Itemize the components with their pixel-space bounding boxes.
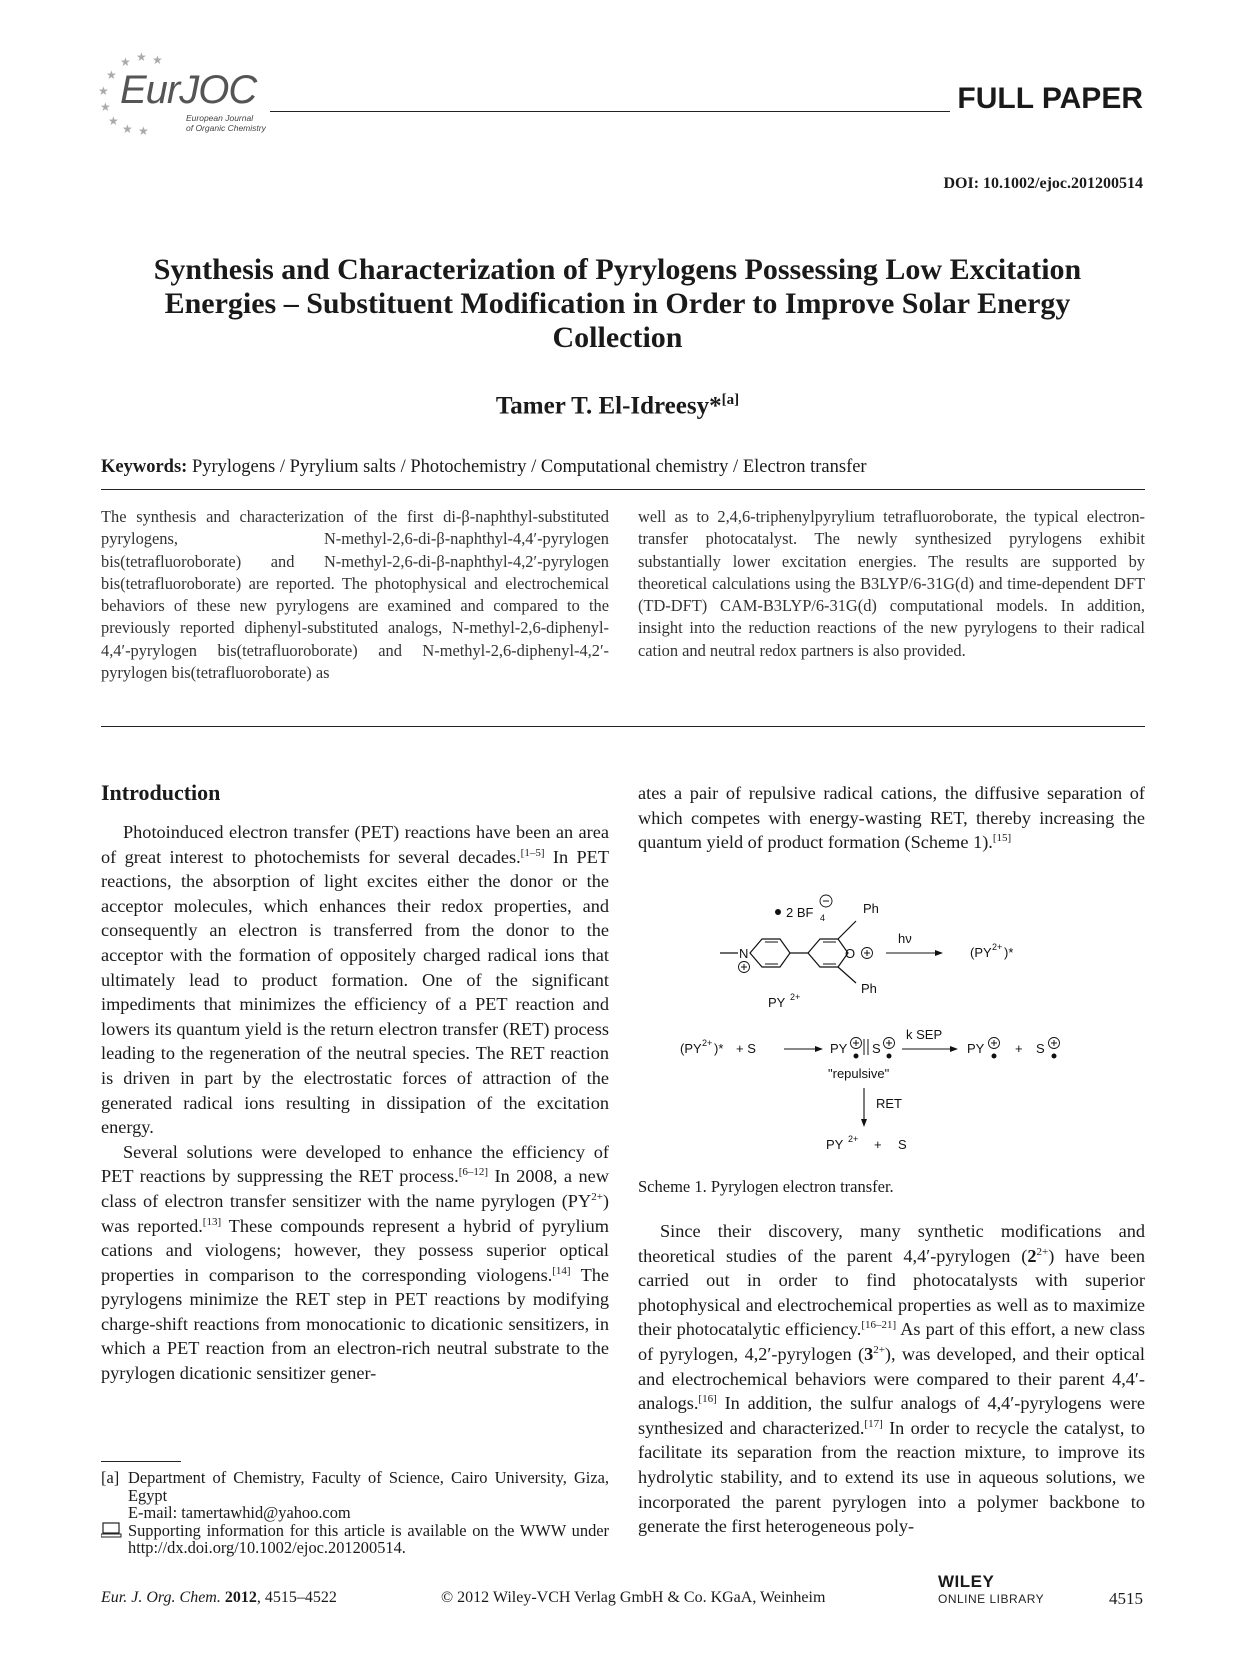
computer-icon — [101, 1522, 128, 1557]
svg-text:+ S: + S — [736, 1041, 756, 1056]
svg-text:2 BF: 2 BF — [786, 905, 814, 920]
star-icon: ★ — [100, 100, 111, 114]
scheme-diagram — [680, 893, 1100, 1158]
svg-text:PY: PY — [967, 1041, 985, 1056]
svg-text:PY: PY — [830, 1041, 848, 1056]
svg-text:Ph: Ph — [863, 901, 879, 916]
intro-right-column-bottom — [638, 1219, 1145, 1539]
footer-citation: Eur. J. Org. Chem. 2012, 4515–4522 — [101, 1589, 337, 1606]
svg-text:(PY: (PY — [680, 1041, 702, 1056]
paragraph: ates a pair of repulsive radical cations, the diffusive separation of which competes with energy-wasting RET, thereby increasing the quantum yield of product formation (Scheme 1).[15] — [638, 783, 1145, 853]
email[interactable]: E-mail: tamertawhid@yahoo.com — [128, 1503, 351, 1522]
logo-text: EurJOC — [120, 68, 257, 112]
paragraph: Several solutions were developed to enhance the efficiency of PET reactions by suppressing the RET process.[6–12] In 2008, a new class of electron transfer sensitizer with the name pyrylogen $(PY^{2+})$ was reported.[13] These compounds represent a hybrid of pyrylium cations and viologens; however, they possess superior optical properties in comparison to the corresponding viologens.[14] The pyrylogens minimize the RET step in PET reactions by modifying charge-shift reactions from monocationic to dicationic sensitizers, in which a PET reaction from an electron-rich neutral substrate to the pyrylogen dicationic sensitizer gener- — [101, 1141, 609, 1384]
footer-copyright: © 2012 Wiley-VCH Verlag GmbH & Co. KGaA, Weinheim — [441, 1589, 826, 1606]
svg-text:S: S — [898, 1137, 907, 1152]
abstract-rule-top — [101, 489, 1145, 490]
svg-text:+: + — [874, 1137, 882, 1152]
svg-text:(PY: (PY — [970, 945, 992, 960]
star-icon: ★ — [98, 84, 109, 98]
svg-text:PY: PY — [768, 995, 786, 1010]
header-rule — [270, 111, 950, 112]
logo-subtitle: European Journal of Organic Chemistry — [186, 113, 266, 133]
star-icon: ★ — [152, 53, 163, 67]
paragraph: Photoinduced electron transfer (PET) reactions have been an area of great interest to photochemists for several decades.[1–5] In PET reactions, the absorption of light excites either the donor or the acceptor molecules, which enhances their redox properties, and consequently an electron is transferred from the donor to the acceptor with the formation of oppositely charged radical ions that ultimately lead to product formation. One of the significant impediments that minimizes the efficiency of a PET reaction and lowers its quantum yield is the return electron transfer (RET) process leading to the regeneration of the neutral species. The RET reaction is driven in part by the electrostatic forces of attraction of the generated radical ions resulting in dissipation of the excitation energy. — [101, 822, 609, 1138]
svg-text:PY: PY — [826, 1137, 844, 1152]
svg-text:2+: 2+ — [790, 992, 801, 1002]
star-icon: ★ — [138, 124, 149, 138]
star-icon: ★ — [122, 122, 133, 136]
svg-text:"repulsive": "repulsive" — [828, 1066, 890, 1081]
doi: DOI: 10.1002/ejoc.201200514 — [943, 175, 1143, 192]
keywords: Keywords: Pyrylogens / Pyrylium salts / Photochemistry / Computational chemistry / Electron transfer — [101, 457, 867, 477]
footnote-affiliation: [a] Department of Chemistry, Faculty of Science, Cairo University, Giza, Egypt E-mail: tamertawhid@yahoo.com — [101, 1468, 609, 1522]
svg-text:hν: hν — [898, 931, 912, 946]
svg-text:2+: 2+ — [992, 942, 1003, 952]
svg-text:Ph: Ph — [861, 981, 877, 996]
article-title: Synthesis and Characterization of Pyrylogens Possessing Low Excitation Energies – Substituent Modification in Order to Improve Solar Energy Collection — [153, 253, 1082, 354]
svg-text:k SEP: k SEP — [906, 1027, 943, 1042]
intro-right-column-top — [638, 781, 1145, 855]
svg-text:2+: 2+ — [702, 1038, 713, 1048]
page-number: 4515 — [1109, 1589, 1143, 1608]
section-heading: Introduction — [101, 780, 221, 805]
svg-text:N: N — [739, 946, 749, 961]
svg-text:+: + — [1015, 1041, 1023, 1056]
journal-logo — [98, 50, 268, 140]
wiley-logo: WILEY ONLINE LIBRARY — [938, 1572, 1045, 1606]
scheme-caption: Scheme 1. Pyrylogen electron transfer. — [638, 1177, 894, 1196]
svg-text:2+: 2+ — [848, 1134, 859, 1144]
svg-text:S: S — [1036, 1041, 1045, 1056]
svg-text:RET: RET — [876, 1096, 902, 1111]
footnote-supporting-info: Supporting information for this article is available on the WWW under http://dx.doi.org/10.1002/ejoc.201200514. — [101, 1522, 609, 1557]
abstract-left: The synthesis and characterization of the first di-β-naphthyl-substituted pyrylogens, N-methyl-2,6-di-β-naphthyl-4,4′-pyrylogen bis(tetrafluoroborate) and N-methyl-2,6-di-β-naphthyl-4,2′-pyrylogen bis(tetrafluoroborate) are reported. The photophysical and electrochemical behaviors of these new pyrylogens are examined and compared to the previously reported diphenyl-substituted analogs, N-methyl-2,6-diphenyl-4,4′-pyrylogen bis(tetrafluoroborate) and N-methyl-2,6-diphenyl-4,2′-pyrylogen bis(tetrafluoroborate) as — [101, 507, 609, 683]
star-icon: ★ — [136, 50, 147, 64]
svg-text:4: 4 — [820, 913, 826, 923]
abstract-right: well as to 2,4,6-triphenylpyrylium tetrafluoroborate, the typical electron-transfer photocatalyst. The newly synthesized pyrylogens exhibit substantially lower excitation energies. The results are supported by theoretical calculations using the B3LYP/6-31G(d) and time-dependent DFT (TD-DFT) CAM-B3LYP/6-31G(d) computational models. In addition, insight into the reduction reactions of the new pyrylogens to their radical cation and neutral redox partners is also provided. — [638, 507, 1145, 660]
svg-text:)*: )* — [714, 1041, 724, 1056]
svg-text:S: S — [872, 1041, 881, 1056]
abstract-rule-bottom — [101, 726, 1145, 727]
footnotes — [101, 1469, 609, 1557]
intro-left-column — [101, 820, 609, 1386]
section-label: FULL PAPER — [957, 82, 1143, 115]
svg-text:)*: )* — [1004, 945, 1014, 960]
author: Tamer T. El-Idreesy*[a] — [495, 392, 740, 420]
star-icon: ★ — [120, 55, 131, 69]
footnote-rule — [101, 1461, 181, 1462]
star-icon: ★ — [108, 114, 119, 128]
paragraph: Since their discovery, many synthetic modifications and theoretical studies of the parent 4,4′-pyrylogen $(2^{2+})$ have been carried out in order to find photocatalysts with superior photophysical and electrochemical properties as well as to maximize their photocatalytic efficiency.[16–21] As part of this effort, a new class of pyrylogen, 4,2′-pyrylogen $(3^{2+})$, was developed, and their optical and electrochemical behaviors were compared to their parent 4,4′-analogs.[16] In addition, the sulfur analogs of 4,4′-pyrylogens were synthesized and characterized.[17] In order to recycle the catalyst, to facilitate its separation from the reaction mixture, to improve its hydrolytic stability, and to extend its use in aqueous solutions, we incorporated the parent pyrylogen into a polymer backbone to generate the first heterogeneous poly- — [638, 1221, 1146, 1537]
star-icon: ★ — [106, 68, 117, 82]
svg-text:O: O — [845, 946, 856, 961]
